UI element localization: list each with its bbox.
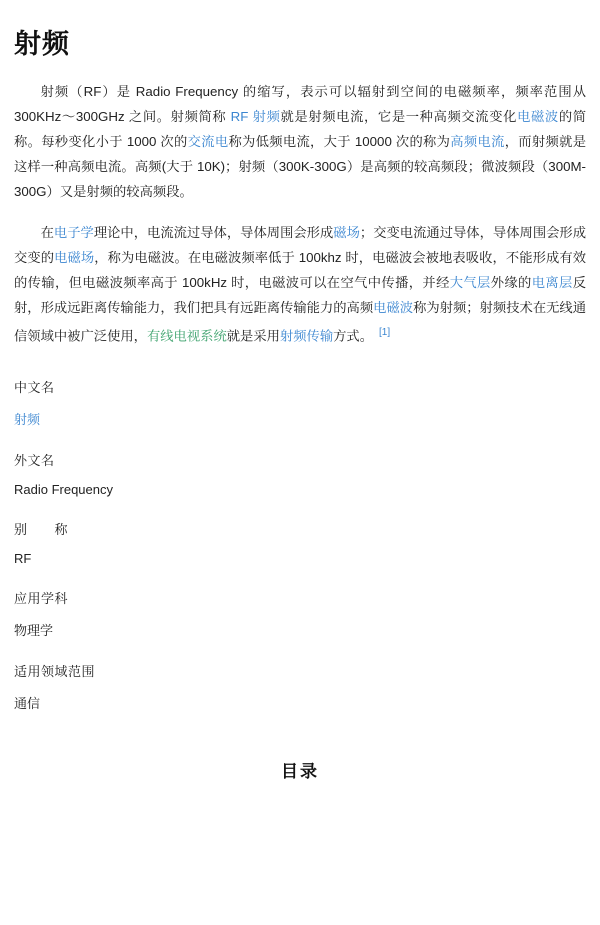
page-title: 射频 [14,29,70,59]
paragraph-text: ；交变电流通过导体，导体周围会形成交变的 [14,225,587,265]
paragraph-text: ，而射频就是这样一种高频电流。高频(大于 10K)；射频（300K-300G）是高频的较高频段；微波频段（300M-300G）又是射频的较高频段。 [14,134,587,199]
paragraph-theory [14,220,586,348]
infobox-label: 中文名 [14,380,55,396]
inline-link[interactable]: 大气层 [449,275,491,290]
paragraph-text: 称为低频电流，大于 10000 次的称为 [228,134,451,149]
paragraph-text: 反射，形成远距离传输能力，我们把具有远距离传输能力的高频 [14,275,587,315]
paragraph-text: 外缘的 [490,275,532,290]
reference-marker[interactable]: [1] [379,327,391,338]
article-page [0,22,600,782]
inline-link[interactable]: 电磁波 [517,109,559,124]
infobox-value: 物理学 [14,623,54,639]
paragraph-text: 就是射频电流，它是一种高频交流变化 [280,109,518,124]
inline-link[interactable]: 高频电流 [450,134,505,149]
infobox-row [14,364,586,437]
inline-link[interactable]: 有线电视系统 [146,328,227,344]
infobox [14,364,586,721]
infobox-row [14,437,586,506]
infobox-label: 应用学科 [14,591,69,607]
infobox-label: 适用领域范围 [14,664,96,680]
infobox-value: Radio Frequency [14,482,113,498]
infobox-value: RF [14,551,32,567]
paragraph-text: 在 [40,225,54,240]
infobox-label: 外文名 [14,453,55,469]
paragraph-text: 就是采用 [226,328,280,344]
inline-link[interactable]: 电子学 [53,225,94,240]
paragraph-intro [14,79,586,204]
paragraph-text: 称为射频；射频技术在无线通信领域中被广泛使用， [14,300,587,344]
paragraph-text: 射频（RF）是 Radio Frequency 的缩写，表示可以辐射到空间的电磁频率，频率范围从 300KHz～300GHz 之间。射频简称 [14,84,586,124]
infobox-row [14,575,586,648]
paragraph-text: 的简称。每秒变化小于 1000 次的 [14,109,587,149]
inline-link[interactable]: 电磁波 [373,300,414,315]
infobox-label: 别 称 [14,522,69,538]
infobox-row [14,648,586,721]
paragraph-text: 理论中，电流流过导体，导体周围会形成 [93,225,334,240]
inline-link[interactable]: 电离层 [531,275,573,290]
infobox-row [14,506,586,575]
infobox-value[interactable]: 射频 [14,412,41,428]
inline-link[interactable]: 交流电 [187,134,229,149]
inline-link[interactable]: 磁场 [333,225,360,240]
infobox-value: 通信 [14,696,41,712]
inline-link[interactable]: 电磁场 [54,250,95,265]
inline-link[interactable]: 射频传输 [279,328,334,344]
table-of-contents-title: 目录 [281,762,319,782]
paragraph-text: 方式。 [333,328,374,344]
inline-link[interactable]: RF 射频 [230,109,281,124]
paragraph-text: ，称为电磁波。在电磁波频率低于 100khz 时，电磁波会被地表吸收，不能形成有效的传输，但电磁波频率高于 100kHz 时，电磁波可以在空气中传播，并经 [14,250,587,290]
